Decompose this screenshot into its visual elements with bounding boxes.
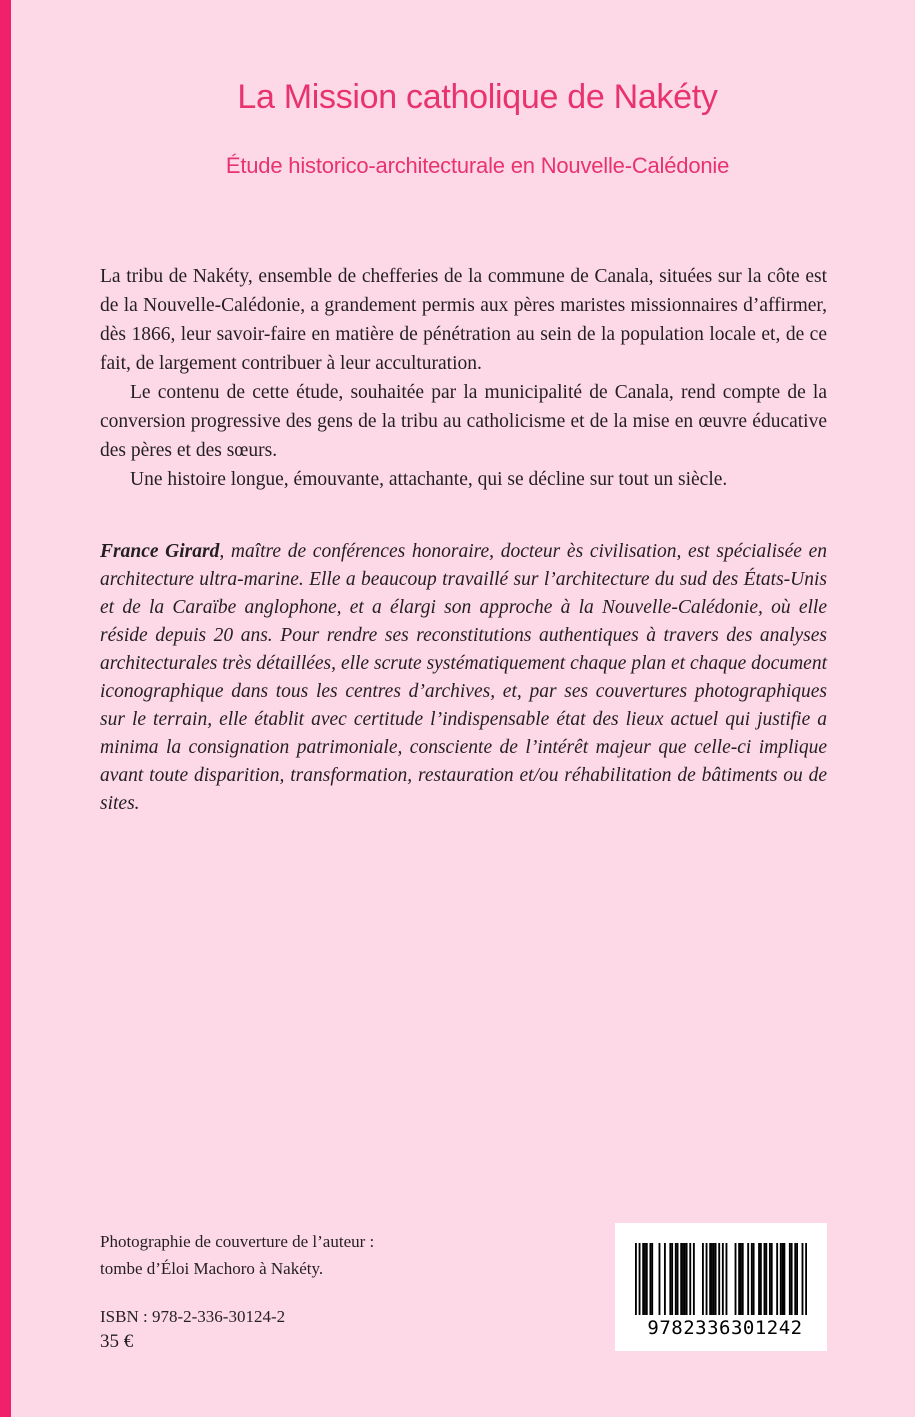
barcode-bar: [702, 1243, 704, 1315]
author-bio-paragraph: [100, 538, 827, 818]
barcode-bar: [646, 1243, 648, 1315]
barcode-bar: [805, 1243, 807, 1315]
book-spine-stripe: [0, 0, 11, 1417]
barcode-bar: [659, 1243, 661, 1315]
barcode-bar: [735, 1243, 737, 1315]
photo-credits: [100, 1228, 374, 1282]
barcode-bar: [689, 1243, 691, 1315]
barcode-bar: [706, 1243, 708, 1315]
barcode-panel: [615, 1223, 827, 1351]
barcode-bar: [782, 1243, 784, 1315]
barcode-bar: [711, 1243, 713, 1315]
barcode-bar: [709, 1243, 711, 1315]
photo-credit-line: tombe d’Éloi Machoro à Nakéty.: [100, 1259, 324, 1278]
barcode-bar: [644, 1243, 646, 1315]
barcode-bar: [776, 1243, 778, 1315]
barcode-bar: [751, 1243, 753, 1315]
barcode-bar: [738, 1243, 740, 1315]
barcode-bar: [715, 1243, 717, 1315]
barcode-bar: [642, 1243, 644, 1315]
barcode-bar: [649, 1243, 651, 1315]
author-name: France Girard: [100, 541, 220, 562]
barcode-bar: [764, 1243, 766, 1315]
barcode-bar: [753, 1243, 755, 1315]
photo-credit-line: Photographie de couverture de l’auteur :: [100, 1232, 375, 1251]
barcode-icon: [635, 1243, 807, 1315]
barcode-bar: [794, 1243, 796, 1315]
barcode-bar: [769, 1243, 771, 1315]
barcode-bar: [635, 1243, 637, 1315]
barcode-bar: [684, 1243, 686, 1315]
barcode-bar: [651, 1243, 653, 1315]
barcode-digits: 9782336301242: [647, 1317, 803, 1339]
barcode-bar: [722, 1243, 724, 1315]
author-bio-text: , maître de conférences honoraire, docteur ès civilisation, est spécialisée en architecture ultra-marine. Elle a beaucoup travaillé sur l’architecture du sud des États-Unis et de la Caraïbe anglophone, et a élargi son approche à la Nouvelle-Calédonie, où elle réside depuis 20 ans. Pour rendre ses reconstitutions authentiques à travers des analyses architecturales très détaillées, elle scrute systématiquement chaque plan et chaque document iconographique dans tous les centres d’archives, et, par ses couvertures photographiques sur le terrain, elle établit avec certitude l’indispensable état des lieux actuel qui justifie a minima la consignation patrimoniale, consciente de l’intérêt majeur que celle-ci implique avant toute disparition, transformation, restauration et/ou réhabilitation de bâtiments ou de sites.: [100, 541, 827, 814]
barcode-bar: [682, 1243, 684, 1315]
summary-paragraph: Le contenu de cette étude, souhaitée par la municipalité de Canala, rend compte de la conversion progressive des gens de la tribu au catholicisme et de la mise en œuvre éducative des pères et des sœurs.: [100, 382, 827, 461]
summary-block: [100, 262, 827, 494]
barcode-bar: [780, 1243, 782, 1315]
barcode-bar: [639, 1243, 641, 1315]
book-title: La Mission catholique de Nakéty: [237, 78, 718, 116]
barcode-bar: [791, 1243, 793, 1315]
author-bio-block: [100, 538, 827, 818]
barcode-bar: [742, 1243, 744, 1315]
barcode-bar: [740, 1243, 742, 1315]
barcode-bar: [789, 1243, 791, 1315]
barcode-bar: [671, 1243, 673, 1315]
barcode-bar: [783, 1243, 785, 1315]
barcode-bar: [713, 1243, 715, 1315]
barcode-bar: [765, 1243, 767, 1315]
price-text: 35 €: [100, 1331, 134, 1352]
barcode-bar: [802, 1243, 804, 1315]
summary-paragraph: Une histoire longue, émouvante, attachante, qui se décline sur tout un siècle.: [130, 469, 728, 490]
isbn-text: ISBN : 978-2-336-30124-2: [100, 1307, 286, 1326]
barcode-bar: [686, 1243, 688, 1315]
barcode-bar: [669, 1243, 671, 1315]
barcode-bar: [677, 1243, 679, 1315]
barcode-bar: [675, 1243, 677, 1315]
book-subtitle: Étude historico-architecturale en Nouvelle-Calédonie: [225, 153, 730, 178]
barcode-bar: [771, 1243, 773, 1315]
barcode-bar: [680, 1243, 682, 1315]
summary-paragraph: La tribu de Nakéty, ensemble de chefferies de la commune de Canala, situées sur la côte est de la Nouvelle-Calédonie, a grandement permis aux pères maristes missionnaires d’affirmer, dès 1866, leur savoir-faire en matière de pénétration au sein de la population locale et, de ce fait, de largement contribuer à leur acculturation.: [100, 266, 827, 374]
barcode-bar: [747, 1243, 749, 1315]
barcode-bar: [796, 1243, 798, 1315]
barcode-bar: [760, 1243, 762, 1315]
barcode-bar: [664, 1243, 666, 1315]
barcode-bar: [726, 1243, 728, 1315]
barcode-bar: [758, 1243, 760, 1315]
barcode-bar: [693, 1243, 695, 1315]
barcode-bar: [718, 1243, 720, 1315]
